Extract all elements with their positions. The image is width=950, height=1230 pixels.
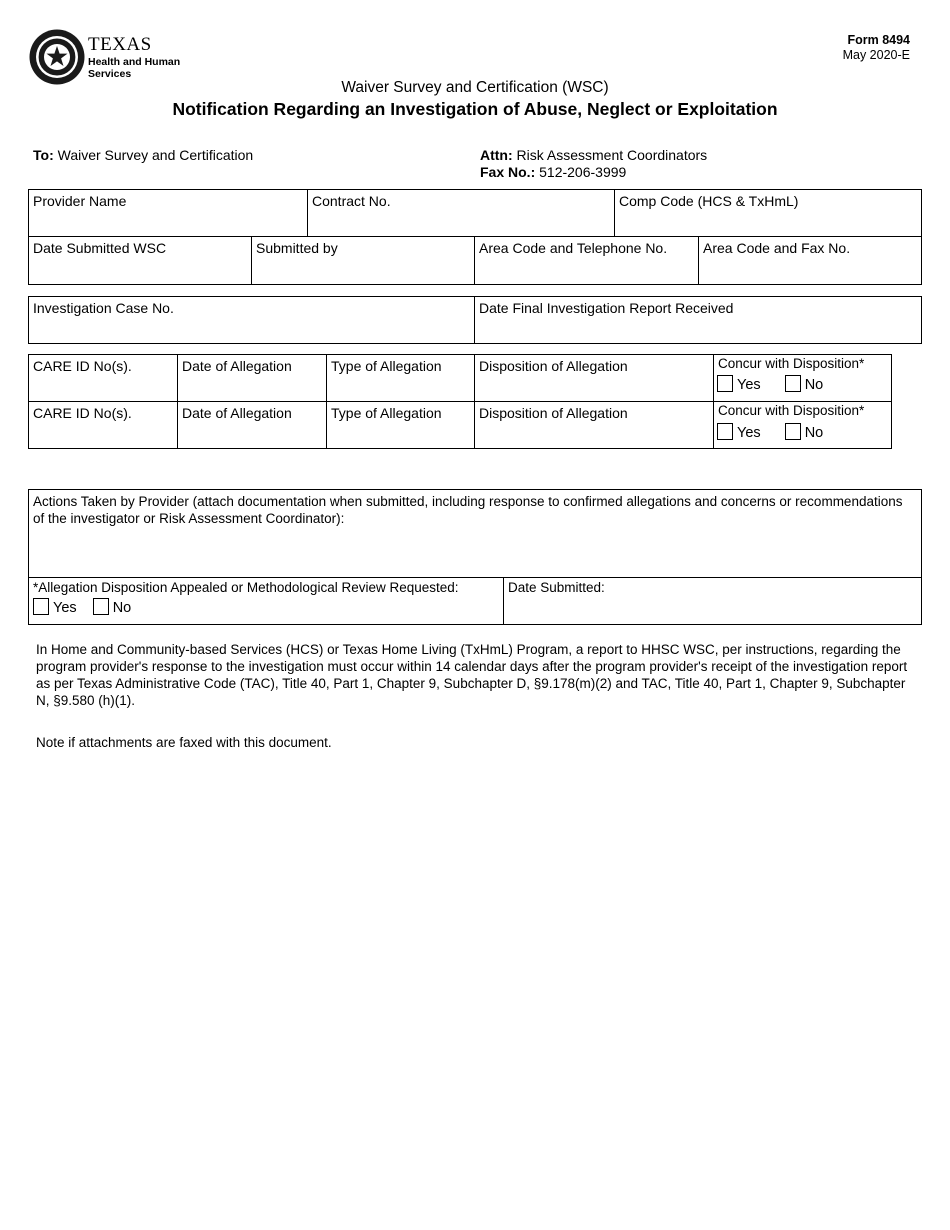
appeal-yes-checkbox[interactable]: [33, 598, 49, 615]
date-allegation-field-1[interactable]: [177, 354, 327, 402]
hhs-logo: [28, 28, 188, 86]
date-submitted-field[interactable]: [503, 577, 922, 625]
care-id-field-1[interactable]: [28, 354, 178, 402]
page-subtitle: Waiver Survey and Certification (WSC): [341, 79, 609, 96]
attn-block: [480, 147, 707, 181]
type-allegation-label: Type of Allegation: [331, 405, 442, 421]
type-allegation-field-1[interactable]: [326, 354, 475, 402]
concur-yes-checkbox-1[interactable]: [717, 375, 733, 392]
form-number: Form 8494: [847, 33, 910, 47]
appeal-no-checkbox[interactable]: [93, 598, 109, 615]
texas-seal-icon: [28, 28, 86, 86]
concur-no-checkbox-1[interactable]: [785, 375, 801, 392]
concur-no-label: No: [804, 377, 824, 393]
concur-yes-checkbox-2[interactable]: [717, 423, 733, 440]
disposition-label: Disposition of Allegation: [479, 405, 628, 421]
type-allegation-field-2[interactable]: [326, 401, 475, 449]
comp-code-field[interactable]: [614, 189, 922, 237]
attachments-note: Note if attachments are faxed with this document.: [36, 735, 332, 750]
form-date: May 2020-E: [842, 48, 910, 62]
appeal-no-label: No: [112, 600, 132, 616]
actions-taken-label: Actions Taken by Provider (attach documentation when submitted, including response to confirmed allegations and concerns or recommendations of the investigator or Risk Assessment Coordinator):: [33, 494, 903, 526]
area-phone-field[interactable]: [474, 236, 699, 285]
date-allegation-field-2[interactable]: [177, 401, 327, 449]
concur-no-checkbox-2[interactable]: [785, 423, 801, 440]
to-line: [33, 147, 253, 163]
area-fax-field[interactable]: [698, 236, 922, 285]
date-allegation-label: Date of Allegation: [182, 358, 292, 374]
investigation-case-field[interactable]: [28, 296, 475, 344]
to-label: To:: [33, 147, 54, 163]
agency-sub-line2: Services: [88, 68, 132, 80]
care-id-field-2[interactable]: [28, 401, 178, 449]
attn-value: Risk Assessment Coordinators: [516, 147, 708, 163]
fax-label: Fax No.:: [480, 164, 536, 180]
provider-name-label: Provider Name: [33, 193, 127, 209]
care-id-label: CARE ID No(s).: [33, 405, 132, 421]
comp-code-label: Comp Code (HCS & TxHmL): [619, 193, 799, 209]
date-submitted-wsc-label: Date Submitted WSC: [33, 240, 167, 256]
fax-value: 512-206-3999: [539, 164, 627, 180]
investigation-case-label: Investigation Case No.: [33, 300, 174, 316]
type-allegation-label: Type of Allegation: [331, 358, 442, 374]
submitted-by-field[interactable]: [251, 236, 475, 285]
provider-name-field[interactable]: [28, 189, 308, 237]
disposition-field-2[interactable]: [474, 401, 714, 449]
date-allegation-label: Date of Allegation: [182, 405, 292, 421]
agency-sub-line1: Health and Human: [88, 56, 181, 68]
date-submitted-label: Date Submitted:: [508, 580, 605, 595]
concur-options-1: [717, 377, 823, 393]
contract-no-field[interactable]: [307, 189, 615, 237]
disposition-field-1[interactable]: [474, 354, 714, 402]
agency-state: TEXAS: [88, 34, 152, 55]
appeal-label: *Allegation Disposition Appealed or Methodological Review Requested:: [33, 580, 459, 595]
appeal-options: [33, 600, 131, 616]
date-submitted-wsc-field[interactable]: [28, 236, 252, 285]
submitted-by-label: Submitted by: [256, 240, 338, 256]
concur-yes-label: Yes: [737, 377, 761, 393]
attn-label: Attn:: [480, 147, 513, 163]
page-title: Notification Regarding an Investigation of Abuse, Neglect or Exploitation: [172, 99, 778, 119]
form-id-block: [843, 33, 910, 63]
instructions-paragraph: In Home and Community-based Services (HCS) or Texas Home Living (TxHmL) Program, a report to HHSC WSC, per instructions, regarding the program provider's response to the investigation must occur within 14 calendar days after the program provider's receipt of the investigation report as per Texas Administrative Code (TAC), Title 40, Part 1, Chapter 9, Subchapter D, §9.178(m)(2) and TAC, Title 40, Part 1, Chapter 9, Subchapter N, §9.580 (h)(1).: [36, 642, 908, 708]
area-phone-label: Area Code and Telephone No.: [479, 240, 668, 256]
area-fax-label: Area Code and Fax No.: [703, 240, 851, 256]
concur-label: Concur with Disposition*: [718, 403, 865, 418]
concur-options-2: [717, 425, 823, 441]
actions-taken-field[interactable]: [28, 489, 922, 578]
concur-yes-label: Yes: [737, 425, 761, 441]
date-final-report-field[interactable]: [474, 296, 922, 344]
concur-label: Concur with Disposition*: [718, 356, 865, 371]
care-id-label: CARE ID No(s).: [33, 358, 132, 374]
date-final-report-label: Date Final Investigation Report Received: [479, 300, 734, 316]
appeal-yes-label: Yes: [53, 600, 77, 616]
contract-no-label: Contract No.: [312, 193, 391, 209]
to-value: Waiver Survey and Certification: [57, 147, 254, 163]
disposition-label: Disposition of Allegation: [479, 358, 628, 374]
concur-no-label: No: [804, 425, 824, 441]
